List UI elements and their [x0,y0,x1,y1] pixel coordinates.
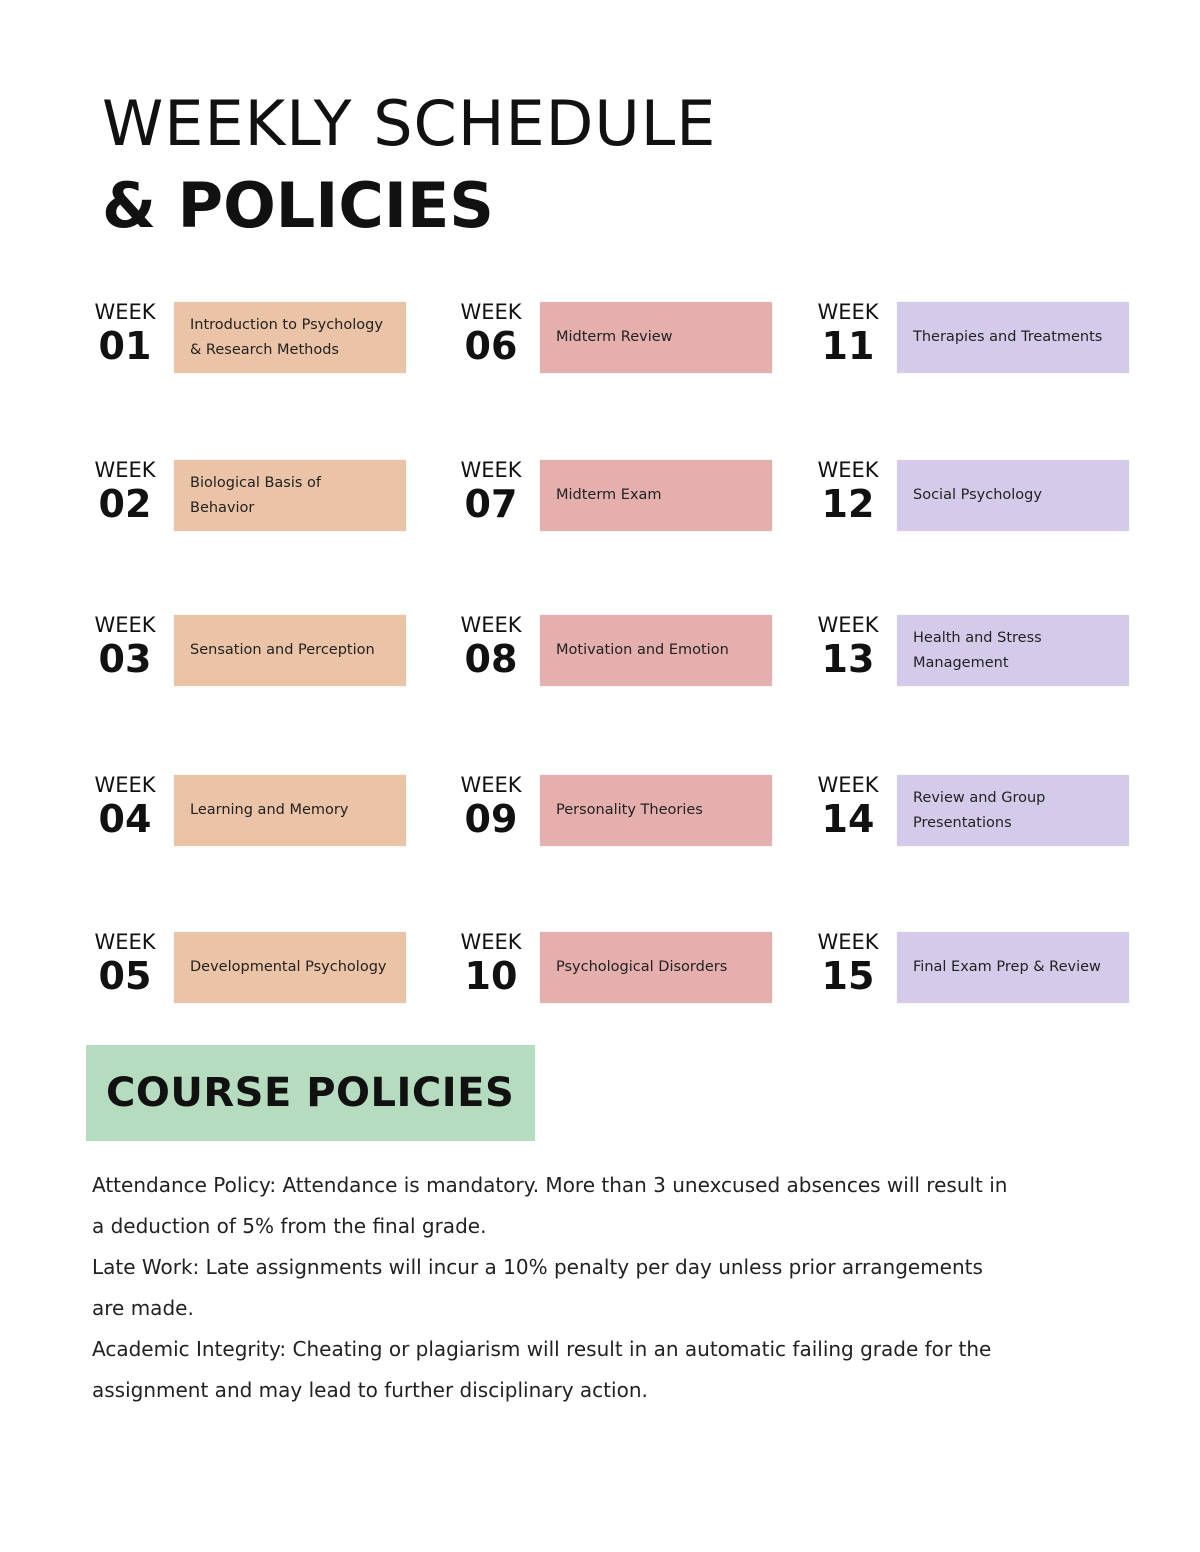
week-15 [813,930,1200,1010]
week-word: WEEK [94,613,156,637]
week-word: WEEK [817,613,879,637]
week-number: 11 [821,324,875,368]
week-label [813,613,883,681]
week-number: 09 [464,797,518,841]
policies-list [92,1165,1012,1411]
week-12 [813,458,1200,538]
week-topic: Motivation and Emotion [540,615,772,686]
week-word: WEEK [94,930,156,954]
week-topic: Therapies and Treatments [897,302,1129,373]
week-number: 08 [464,637,518,681]
week-number: 03 [98,637,152,681]
week-label [456,458,526,526]
week-number: 05 [98,954,152,998]
page-title-line1: WEEKLY SCHEDULE [102,87,717,160]
week-word: WEEK [94,458,156,482]
week-number: 15 [821,954,875,998]
week-label [456,300,526,368]
week-14 [813,773,1200,853]
week-label [90,613,160,681]
week-11 [813,300,1200,380]
week-label [90,458,160,526]
week-label [90,930,160,998]
week-label [813,773,883,841]
week-number: 02 [98,482,152,526]
week-topic: Sensation and Perception [174,615,406,686]
week-topic: Introduction to Psychology & Research Methods [174,302,406,373]
week-topic: Social Psychology [897,460,1129,531]
week-topic: Learning and Memory [174,775,406,846]
week-number: 13 [821,637,875,681]
week-label [456,613,526,681]
week-number: 12 [821,482,875,526]
policy-item [92,1329,1012,1411]
week-word: WEEK [460,458,522,482]
week-topic: Personality Theories [540,775,772,846]
week-topic: Biological Basis of Behavior [174,460,406,531]
week-number: 06 [464,324,518,368]
week-word: WEEK [460,930,522,954]
policy-item [92,1165,1012,1247]
week-topic: Developmental Psychology [174,932,406,1003]
week-number: 04 [98,797,152,841]
week-word: WEEK [94,773,156,797]
policy-item [92,1247,1012,1329]
week-topic: Psychological Disorders [540,932,772,1003]
policy-label: Attendance Policy: [92,1173,277,1197]
week-topic: Midterm Exam [540,460,772,531]
policy-label: Late Work: [92,1255,200,1279]
week-word: WEEK [817,300,879,324]
week-word: WEEK [817,930,879,954]
week-label [813,458,883,526]
week-number: 14 [821,797,875,841]
week-label [456,773,526,841]
week-number: 07 [464,482,518,526]
week-topic: Review and Group Presentations [897,775,1129,846]
policy-text: Cheating or plagiarism will result in an automatic failing grade for the assignment and may lead to further disciplinary action. [92,1337,992,1402]
week-word: WEEK [94,300,156,324]
course-policies-heading: COURSE POLICIES [86,1045,535,1141]
week-label [90,773,160,841]
week-number: 10 [464,954,518,998]
week-label [813,300,883,368]
policy-label: Academic Integrity: [92,1337,287,1361]
policy-text: Attendance is mandatory. More than 3 unexcused absences will result in a deduction of 5% from the final grade. [92,1173,1008,1238]
week-word: WEEK [460,613,522,637]
week-word: WEEK [460,773,522,797]
week-word: WEEK [460,300,522,324]
policy-text: Late assignments will incur a 10% penalty per day unless prior arrangements are made. [92,1255,983,1320]
week-label [813,930,883,998]
week-word: WEEK [817,458,879,482]
page-title-line2: & POLICIES [102,169,494,242]
week-label [456,930,526,998]
week-topic: Midterm Review [540,302,772,373]
week-word: WEEK [817,773,879,797]
week-number: 01 [98,324,152,368]
week-13 [813,613,1200,693]
week-topic: Health and Stress Management [897,615,1129,686]
week-label [90,300,160,368]
week-topic: Final Exam Prep & Review [897,932,1129,1003]
